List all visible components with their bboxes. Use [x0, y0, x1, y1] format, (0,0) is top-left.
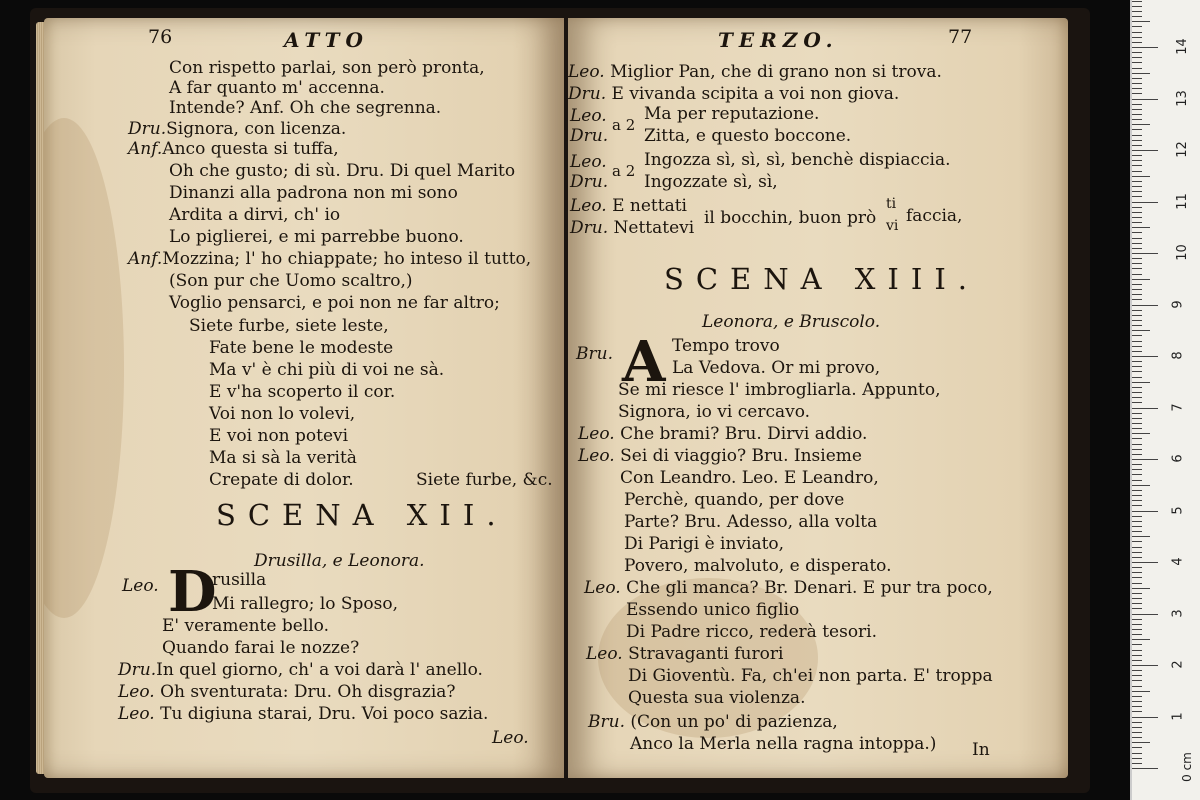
ruler-tick [1132, 165, 1142, 166]
text-line: Zitta, e questo boccone. [644, 126, 852, 146]
text-line: Di Gioventù. Fa, ch'ei non parta. E' troppa [628, 666, 993, 686]
text-line: Dinanzi alla padrona non mi sono [169, 183, 458, 203]
speaker-label: Leo. [122, 576, 159, 596]
ruler-tick [1132, 490, 1142, 491]
ruler-tick [1132, 181, 1142, 182]
ruler-tick [1132, 160, 1142, 161]
ruler-tick [1132, 310, 1142, 311]
right-page [568, 18, 1068, 778]
ruler-number: 14 [1174, 38, 1190, 55]
drop-cap: A [622, 329, 666, 395]
aria-line: Siete furbe, siete leste, [189, 316, 389, 336]
text-line: Ingozzate sì, sì, [644, 172, 778, 192]
ruler-tick [1132, 191, 1142, 192]
ruler-tick [1132, 253, 1158, 254]
ruler-tick [1132, 248, 1142, 249]
ruler-number: 4 [1170, 557, 1186, 566]
ruler-tick [1132, 397, 1142, 398]
text-line: Povero, malvoluto, e disperato. [624, 556, 892, 576]
ruler-tick [1132, 186, 1142, 187]
ruler-tick [1132, 258, 1142, 259]
ruler-number: 5 [1170, 505, 1186, 515]
speaker-label: Dru. [570, 172, 609, 192]
ruler-tick [1132, 727, 1142, 728]
left-running-head: ATTO [284, 28, 369, 52]
ruler-tick [1132, 325, 1142, 326]
ruler-tick [1132, 418, 1142, 419]
ruler-tick [1132, 402, 1142, 403]
speaker-label: Dru. [570, 126, 609, 146]
ruler-tick [1132, 536, 1150, 537]
speaker-label: Bru. [576, 344, 613, 364]
ruler-tick [1132, 232, 1142, 233]
ruler-tick [1132, 330, 1150, 331]
text-line: Quando farai le nozze? [162, 638, 360, 658]
ruler-tick [1132, 691, 1150, 692]
text-line: Se mi riesce l' imbrogliarla. Appunto, [618, 380, 941, 400]
ruler-tick [1132, 26, 1142, 27]
ruler-tick [1132, 320, 1142, 321]
scene-characters: Leonora, e Bruscolo. [702, 312, 881, 332]
ruler-tick [1132, 423, 1142, 424]
ruler-tick [1132, 706, 1142, 707]
text-line: Che gli manca? Br. Denari. E pur tra poco, [626, 578, 993, 598]
ruler-tick [1132, 511, 1158, 512]
speaker-label: Leo. [568, 62, 605, 82]
ruler-tick [1132, 377, 1142, 378]
text-line: Mi rallegro; lo Sposo, [212, 594, 399, 614]
text-line: E vivanda scipita a voi non giova. [611, 84, 900, 104]
ruler-tick [1132, 577, 1142, 578]
text-line: Signora, con licenza. [166, 119, 347, 139]
speaker-label: Leo. [570, 152, 607, 172]
ruler-tick [1132, 1, 1142, 2]
ruler-tick [1132, 768, 1158, 769]
ruler-tick [1132, 387, 1142, 388]
ruler-tick [1132, 634, 1142, 635]
text-line: Sei di viaggio? Bru. Insieme [620, 446, 862, 466]
aria-line: E voi non potevi [209, 426, 349, 446]
ruler-tick [1132, 665, 1158, 666]
ruler-tick [1132, 593, 1142, 594]
shared-line: il bocchin, buon prò [704, 208, 877, 228]
ruler-number: 10 [1174, 244, 1190, 261]
ruler-tick [1132, 753, 1142, 754]
ruler-tick [1132, 675, 1142, 676]
ruler-tick [1132, 480, 1142, 481]
a2-label: a 2 [612, 116, 636, 134]
catchword: Leo. [492, 728, 529, 748]
text-line: Questa sua violenza. [628, 688, 806, 708]
ruler-tick [1132, 62, 1142, 63]
ti-label: ti [886, 196, 897, 212]
speaker-label: Anf. [128, 249, 163, 269]
ruler-tick [1132, 366, 1142, 367]
ruler-tick [1132, 52, 1142, 53]
ruler-number: 2 [1170, 660, 1186, 669]
ruler-tick [1132, 464, 1142, 465]
ruler-tick [1132, 57, 1142, 58]
speaker-label: Leo. [118, 682, 155, 702]
ruler-tick [1132, 619, 1142, 620]
ruler-tick [1132, 140, 1142, 141]
ruler-tick [1132, 202, 1158, 203]
text-line: Intende? Anf. Oh che segrenna. [169, 98, 442, 118]
ruler-tick [1132, 155, 1142, 156]
ruler-tick [1132, 758, 1142, 759]
speaker-label: Leo. [570, 106, 607, 126]
ruler-tick [1132, 552, 1142, 553]
ruler-tick [1132, 408, 1158, 409]
text-line: (Con un po' di pazienza, [630, 712, 838, 732]
scena-title: SCENA XIII. [664, 262, 979, 296]
speaker-label: Leo. [578, 446, 615, 466]
ruler-tick [1132, 263, 1142, 264]
ruler-tick [1132, 222, 1142, 223]
text-line: Anco la Merla nella ragna intoppa.) [630, 734, 937, 754]
ruler-tick [1132, 485, 1150, 486]
ruler-tick [1132, 382, 1150, 383]
text-line: Mozzina; l' ho chiappate; ho inteso il tutto, [162, 249, 532, 269]
ruler-tick [1132, 47, 1158, 48]
ruler-tick [1132, 284, 1142, 285]
text-line: Nettatevi [613, 218, 695, 238]
text-line: A far quanto m' accenna. [169, 78, 385, 98]
catchword: In [972, 740, 990, 760]
speaker-label: Dru. [128, 119, 167, 139]
ruler-tick [1132, 6, 1142, 7]
aria-end: Siete furbe, &c. [416, 470, 553, 490]
aria-line: Ma si sà la verità [209, 448, 357, 468]
ruler-tick [1132, 268, 1142, 269]
speaker-label: Leo. [570, 196, 607, 216]
ruler-tick [1132, 629, 1142, 630]
text-line: Che brami? Bru. Dirvi addio. [620, 424, 868, 444]
text-line: In quel giorno, ch' a voi darà l' anello. [156, 660, 483, 680]
speaker-label: Leo. [578, 424, 615, 444]
ruler-tick [1132, 444, 1142, 445]
ruler-tick [1132, 88, 1142, 89]
text-line: Di Padre ricco, rederà tesori. [626, 622, 878, 642]
aria-line: E v'ha scoperto il cor. [209, 382, 396, 402]
text-line: Lo piglierei, e mi parrebbe buono. [169, 227, 464, 247]
ruler-tick [1132, 505, 1142, 506]
ruler-tick [1132, 361, 1142, 362]
ruler-number: 1 [1170, 711, 1186, 721]
left-page [44, 18, 564, 778]
measurement-ruler [1130, 0, 1200, 800]
ruler-tick [1132, 433, 1150, 434]
ruler-tick [1132, 608, 1142, 609]
ruler-tick [1132, 428, 1142, 429]
text-line: E nettati [612, 196, 687, 216]
ruler-tick [1132, 73, 1150, 74]
ruler-tick [1132, 114, 1142, 115]
ruler-tick [1132, 341, 1142, 342]
text-line: Tu digiuna starai, Dru. Voi poco sazia. [160, 704, 489, 724]
ruler-tick [1132, 413, 1142, 414]
ruler-tick [1132, 289, 1142, 290]
ruler-tick [1132, 644, 1142, 645]
text-line: Con rispetto parlai, son però pronta, [169, 58, 485, 78]
age-stain [44, 118, 124, 618]
ruler-tick [1132, 83, 1142, 84]
ruler-tick [1132, 356, 1158, 357]
text-line: Miglior Pan, che di grano non si trova. [610, 62, 942, 82]
ruler-tick [1132, 557, 1142, 558]
ruler-tick [1132, 562, 1158, 563]
text-line: (Son pur che Uomo scaltro,) [169, 271, 413, 291]
aria-line: Fate bene le modeste [209, 338, 394, 358]
ruler-tick [1132, 717, 1158, 718]
ruler-tick [1132, 670, 1142, 671]
ruler-tick [1132, 135, 1142, 136]
text-line: La Vedova. Or mi provo, [672, 358, 881, 378]
ruler-tick [1132, 16, 1142, 17]
ruler-tick [1132, 732, 1142, 733]
text-line: Signora, io vi cercavo. [618, 402, 811, 422]
ruler-tick [1132, 588, 1150, 589]
speaker-label: Bru. [588, 712, 625, 732]
speaker-label: Leo. [584, 578, 621, 598]
ruler-tick [1132, 171, 1142, 172]
ruler-tick [1132, 572, 1142, 573]
ruler-tick [1132, 21, 1150, 22]
ruler-tick [1132, 742, 1150, 743]
ruler-number: 6 [1170, 454, 1186, 463]
ruler-tick [1132, 176, 1150, 177]
ruler-tick [1132, 474, 1142, 475]
ruler-tick [1132, 207, 1142, 208]
ruler-number: 7 [1170, 402, 1186, 412]
text-line: E' veramente bello. [162, 616, 329, 636]
ruler-tick [1132, 763, 1142, 764]
ruler-tick [1132, 722, 1142, 723]
ruler-tick [1132, 129, 1142, 130]
left-page-number: 76 [148, 26, 173, 48]
ruler-tick [1132, 567, 1142, 568]
ruler-tick [1132, 305, 1158, 306]
ruler-tick [1132, 614, 1158, 615]
shared-end: faccia, [906, 206, 963, 226]
ruler-number: 3 [1170, 608, 1186, 618]
ruler-tick [1132, 495, 1142, 496]
speaker-label: Dru. [570, 218, 609, 238]
ruler-tick [1132, 469, 1142, 470]
scene-characters: Drusilla, e Leonora. [254, 551, 425, 571]
speaker-label: Leo. [586, 644, 623, 664]
text-line: Tempo trovo [672, 336, 780, 356]
vi-label: vi [886, 218, 899, 234]
ruler-tick [1132, 583, 1142, 584]
ruler-tick [1132, 650, 1142, 651]
text-line: Voglio pensarci, e poi non ne far altro; [169, 293, 500, 313]
ruler-tick [1132, 37, 1142, 38]
ruler-tick [1132, 11, 1142, 12]
ruler-tick [1132, 119, 1142, 120]
aria-line: Voi non lo volevi, [209, 404, 356, 424]
ruler-tick [1132, 603, 1142, 604]
ruler-tick [1132, 660, 1142, 661]
speaker-label: Leo. [118, 704, 155, 724]
ruler-tick [1132, 238, 1142, 239]
right-running-head: TERZO. [718, 28, 839, 52]
ruler-unit-label: 0 cm [1179, 752, 1194, 782]
ruler-tick [1132, 227, 1150, 228]
text-line: Di Parigi è inviato, [624, 534, 785, 554]
speaker-label: Dru. [568, 84, 607, 104]
ruler-tick [1132, 541, 1142, 542]
ruler-tick [1132, 124, 1150, 125]
ruler-tick [1132, 217, 1142, 218]
ruler-tick [1132, 459, 1158, 460]
ruler-tick [1132, 454, 1142, 455]
ruler-tick [1132, 711, 1142, 712]
ruler-number: 11 [1174, 192, 1190, 210]
ruler-tick [1132, 438, 1142, 439]
ruler-tick [1132, 335, 1142, 336]
ruler-tick [1132, 104, 1142, 105]
ruler-tick [1132, 243, 1142, 244]
ruler-tick [1132, 274, 1142, 275]
ruler-tick [1132, 696, 1142, 697]
ruler-tick [1132, 145, 1142, 146]
drop-cap: D [168, 559, 217, 625]
ruler-tick [1132, 212, 1142, 213]
ruler-tick [1132, 655, 1142, 656]
ruler-number: 12 [1174, 141, 1190, 158]
ruler-tick [1132, 351, 1142, 352]
ruler-tick [1132, 294, 1142, 295]
ruler-tick [1132, 42, 1142, 43]
aria-line: Ma v' è chi più di voi ne sà. [209, 360, 445, 380]
text-line: Ardita a dirvi, ch' io [169, 205, 341, 225]
ruler-tick [1132, 639, 1150, 640]
ruler-number: 13 [1174, 89, 1190, 107]
speaker-label: Dru. [118, 660, 157, 680]
ruler-tick [1132, 624, 1142, 625]
text-line: Perchè, quando, per dove [624, 490, 845, 510]
ruler-tick [1132, 315, 1142, 316]
ruler-tick [1132, 521, 1142, 522]
ruler-tick [1132, 747, 1142, 748]
ruler-tick [1132, 371, 1142, 372]
ruler-tick [1132, 99, 1158, 100]
ruler-tick [1132, 500, 1142, 501]
text-line: Ingozza sì, sì, sì, benchè dispiaccia. [644, 150, 951, 170]
ruler-number: 9 [1170, 299, 1186, 309]
ruler-tick [1132, 109, 1142, 110]
ruler-tick [1132, 680, 1142, 681]
text-line: rusilla [212, 570, 267, 590]
text-line: Anco questa si tuffa, [162, 139, 339, 159]
ruler-tick [1132, 279, 1150, 280]
ruler-tick [1132, 547, 1142, 548]
ruler-tick [1132, 686, 1142, 687]
text-line: Ma per reputazione. [644, 104, 820, 124]
ruler-tick [1132, 299, 1142, 300]
ruler-tick [1132, 150, 1158, 151]
ruler-number: 8 [1170, 351, 1186, 360]
ruler-tick [1132, 737, 1142, 738]
ruler-tick [1132, 392, 1142, 393]
text-line: Parte? Bru. Adesso, alla volta [624, 512, 878, 532]
ruler-tick [1132, 196, 1142, 197]
text-line: Con Leandro. Leo. E Leandro, [620, 468, 879, 488]
ruler-tick [1132, 516, 1142, 517]
ruler-tick [1132, 32, 1142, 33]
ruler-tick [1132, 526, 1142, 527]
ruler-tick [1132, 93, 1142, 94]
ruler-tick [1132, 346, 1142, 347]
speaker-label: Anf. [128, 139, 163, 159]
right-page-number: 77 [948, 26, 973, 48]
aria-line: Crepate di dolor. [209, 470, 354, 490]
ruler-tick [1132, 449, 1142, 450]
ruler-tick [1132, 78, 1142, 79]
text-line: Oh sventurata: Dru. Oh disgrazia? [160, 682, 456, 702]
a2-label: a 2 [612, 162, 636, 180]
scena-title: SCENA XII. [216, 498, 508, 532]
ruler-tick [1132, 701, 1142, 702]
ruler-tick [1132, 598, 1142, 599]
ruler-tick [1132, 531, 1142, 532]
text-line: Stravaganti furori [628, 644, 784, 664]
text-line: Essendo unico figlio [626, 600, 800, 620]
ruler-tick [1132, 68, 1142, 69]
text-line: Oh che gusto; di sù. Dru. Di quel Marito [169, 161, 516, 181]
